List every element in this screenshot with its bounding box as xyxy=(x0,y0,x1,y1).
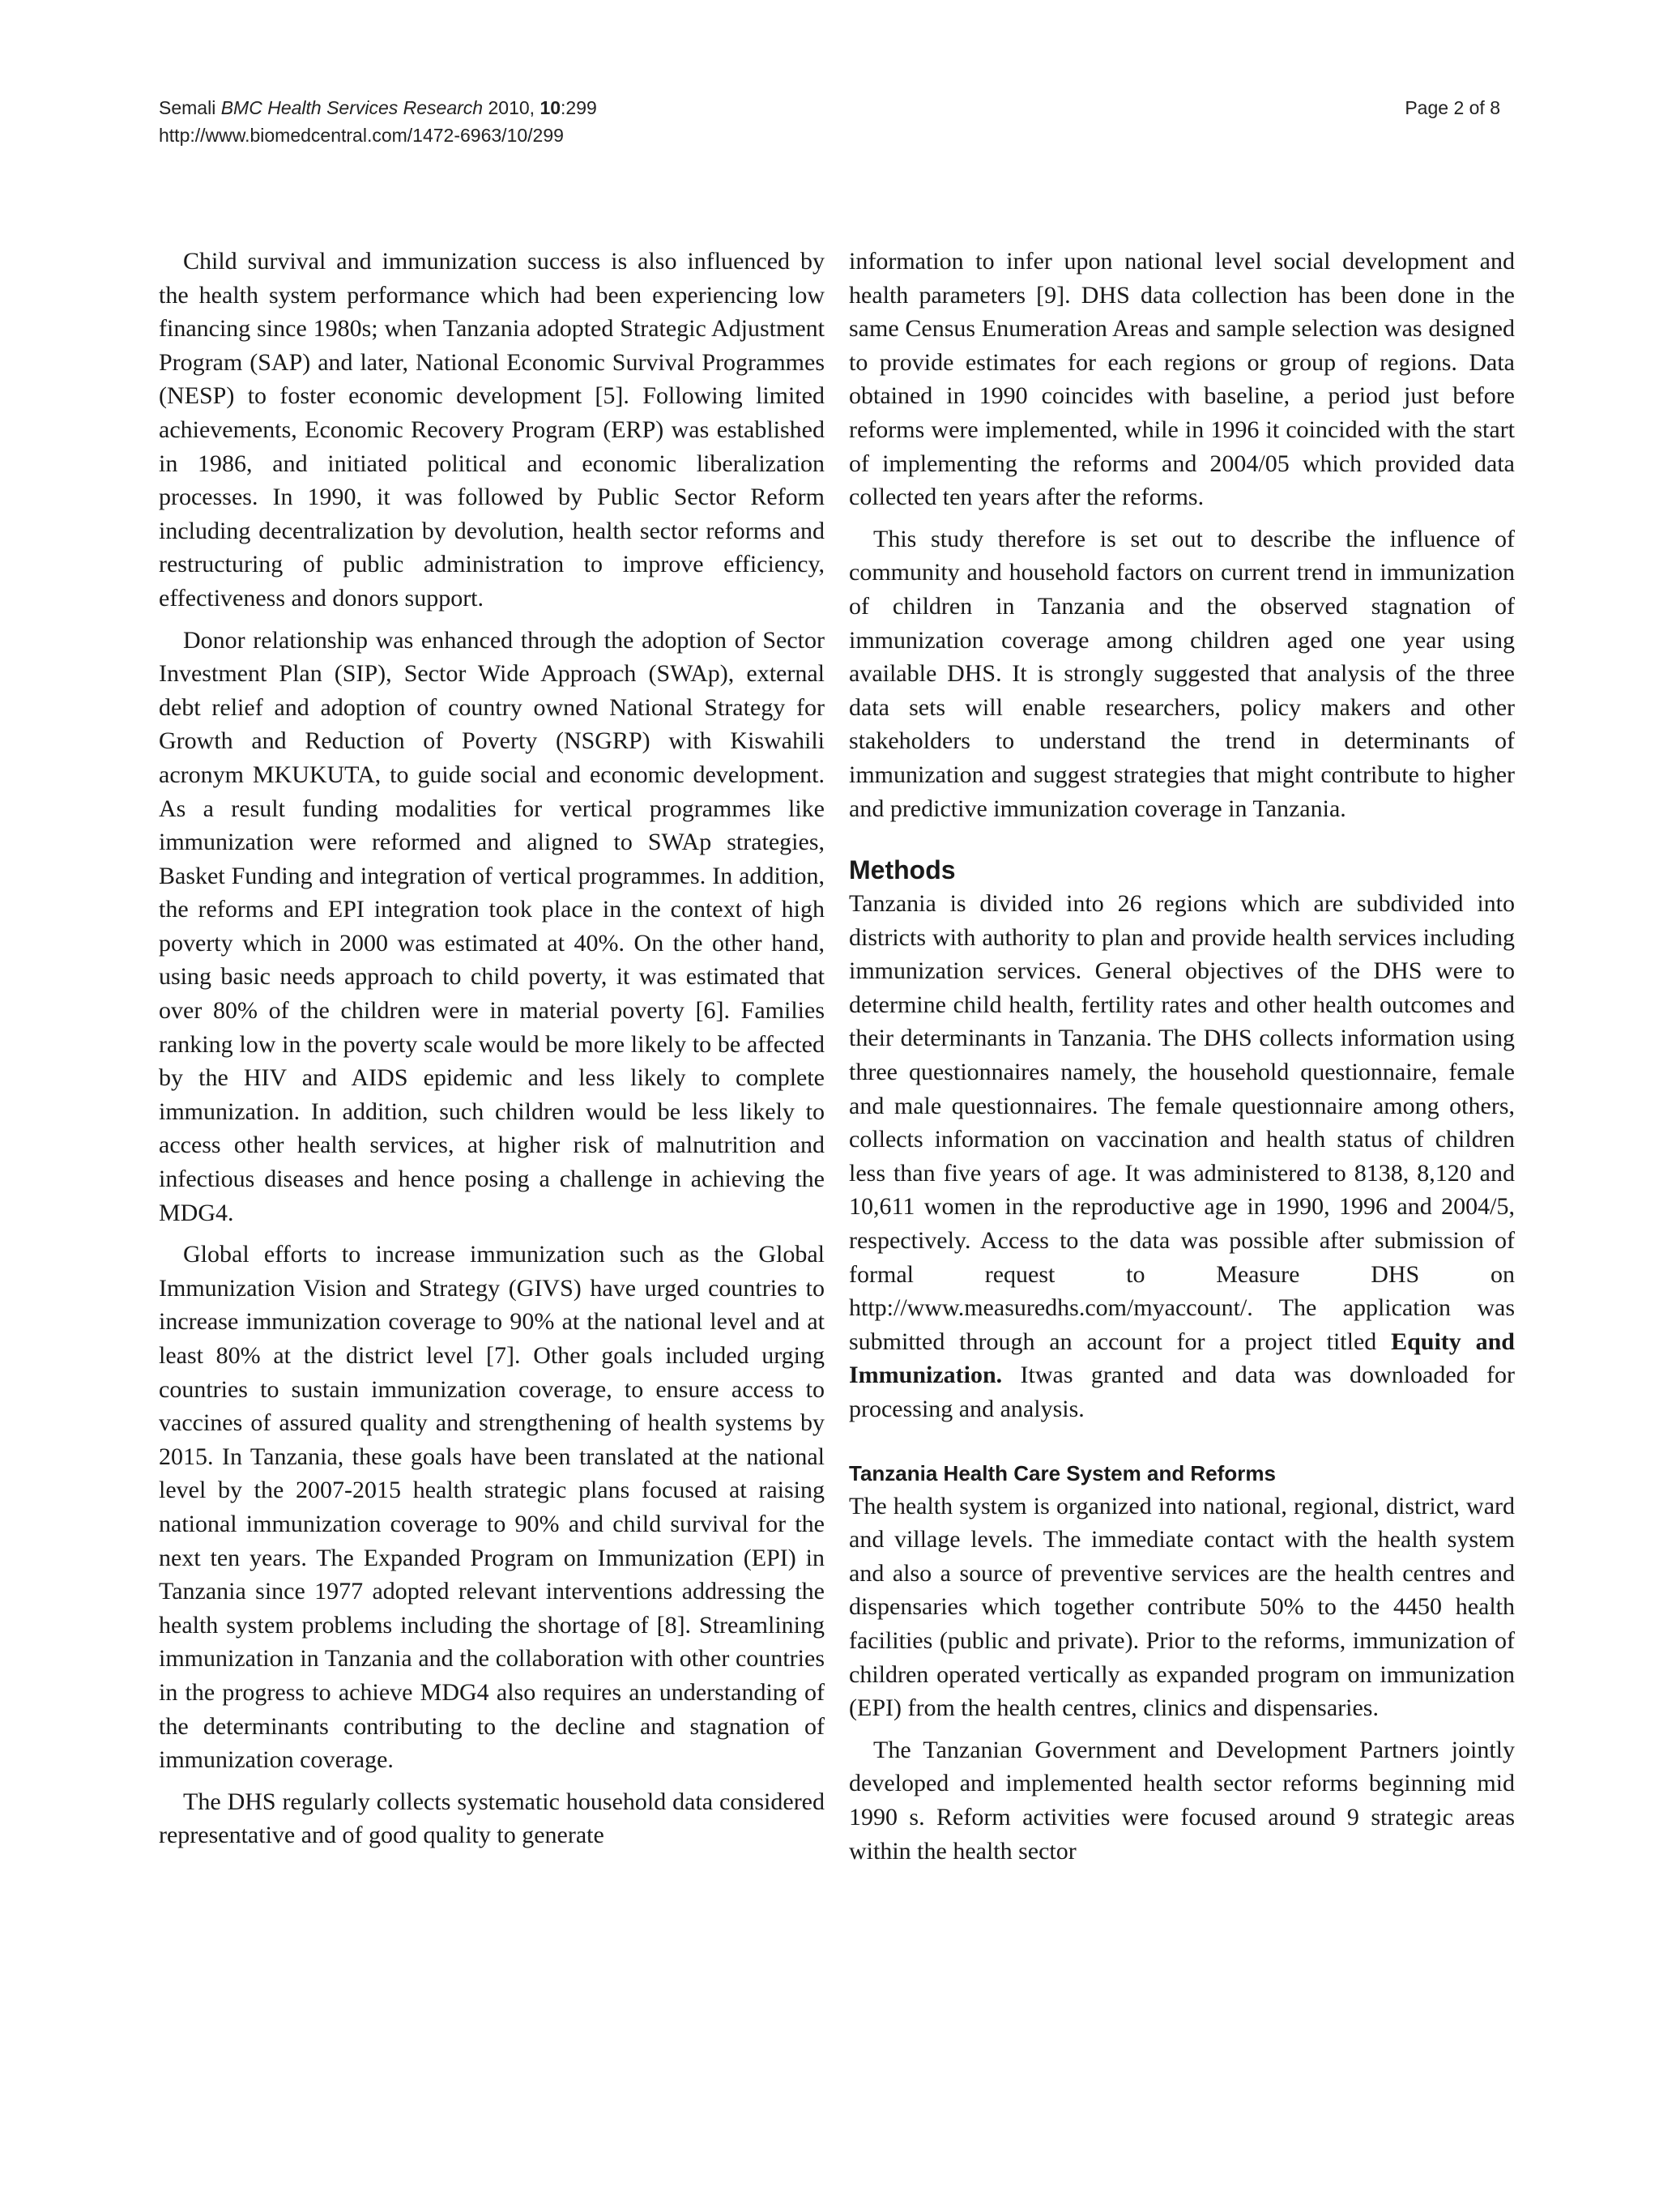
paragraph: This study therefore is set out to describe the influence of community and household factors on current trend in immunization of children in Tanzania and the observed stagnation of immunization coverage among children aged one year using available DHS. It is strongly suggested that analysis of the three data sets will enable researchers, policy makers and other stakeholders to understand the trend in determinants of immunization and suggest strategies that might contribute to higher and predictive immunization coverage in Tanzania. xyxy=(849,525,1515,822)
methods-heading: Methods xyxy=(849,855,956,885)
paragraph: The DHS regularly collects systematic household data considered representative and of good quality to generate xyxy=(159,1788,825,1849)
citation-author: Semali xyxy=(159,97,216,118)
citation-journal: BMC Health Services Research xyxy=(220,97,484,118)
subsection-heading: Tanzania Health Care System and Reforms xyxy=(849,1460,1276,1485)
project-title: Equity and Immunization. xyxy=(849,1328,1515,1389)
paragraph: Donor relationship was enhanced through the adoption of Sector Investment Plan (SIP), Sector Wide Approach (SWAp), external debt relief and adoption of country owned National Strategy for Growth and Reduction of Poverty (NSGRP) with Kiswahili acronym MKUKUTA, to guide social and economic development. As a result funding modalities for vertical programmes like immunization were reformed and aligned to SWAp strategies, Basket Funding and integration of vertical programmes. In addition, the reforms and EPI integration took place in the context of high poverty which in 2000 was estimated at 40%. On the other hand, using basic needs approach to child poverty, it was estimated that over 80% of the children were in material poverty [6]. Families ranking low in the poverty scale would be more likely to be affected by the HIV and AIDS epidemic and less likely to complete immunization. In addition, such children would be less likely to access other health services, at higher risk of malnutrition and infectious diseases and hence posing a challenge in achieving the MDG4. xyxy=(159,626,825,1226)
right-column xyxy=(849,245,1515,1876)
paragraph: The health system is organized into national, regional, district, ward and village levels. The immediate contact with the health system and also a source of preventive services are the health centres and dispensaries which together contribute 50% to the 4450 health facilities (public and private). Prior to the reforms, immunization of children operated vertically as expanded program on immunization (EPI) from the health centres, clinics and dispensaries. xyxy=(849,1492,1515,1722)
citation-line xyxy=(159,94,597,121)
paragraph: The Tanzanian Government and Development Partners jointly developed and implemented health sector reforms beginning mid 1990 s. Reform activities were focused around 9 strategic areas within the health sector xyxy=(849,1736,1515,1865)
article-url[interactable]: http://www.biomedcentral.com/1472-6963/10/299 xyxy=(159,125,564,146)
page-number: Page 2 of 8 xyxy=(1405,97,1500,118)
citation-article: :299 xyxy=(561,97,597,118)
citation-year: 2010, xyxy=(488,97,535,118)
methods-text-end: Itwas granted and data was downloaded for processing and analysis. xyxy=(849,1362,1515,1422)
left-column xyxy=(159,245,825,1860)
methods-text: Tanzania is divided into 26 regions which are subdivided into districts with authority to plan and provide health services including immunization services. General objectives of the DHS were to determine child health, fertility rates and other health outcomes and their determinants in Tanzania. The DHS collects information using three questionnaires namely, the household questionnaire, female and male questionnaires. The female questionnaire among others, collects information on vaccination and health status of children less than five years of age. It was administered to 8138, 8,120 and 10,611 women in the reproductive age in 1990, 1996 and 2004/5, respectively. Access to the data was possible after submission of formal request to Measure DHS on http://www.measuredhs.com/myaccount/. The application was submitted through an account for a project titled xyxy=(849,890,1515,1355)
paragraph: Global efforts to increase immunization such as the Global Immunization Vision and Strategy (GIVS) have urged countries to increase immunization coverage to 90% at the national level and at least 80% at the district level [7]. Other goals included urging countries to sustain immunization coverage, to ensure access to vaccines of assured quality and strengthening of health systems by 2015. In Tanzania, these goals have been translated at the national level by the 2007-2015 health strategic plans focused at raising national immunization coverage to 90% and child survival for the next ten years. The Expanded Program on Immunization (EPI) in Tanzania since 1977 adopted relevant interventions addressing the health system problems including the shortage of [8]. Streamlining immunization in Tanzania and the collaboration with other countries in the progress to achieve MDG4 also requires an understanding of the determinants contributing to the decline and stagnation of immunization coverage. xyxy=(159,1241,825,1774)
running-header-citation xyxy=(159,94,597,149)
paragraph: information to infer upon national level social development and health parameters [9]. DHS data collection has been done in the same Census Enumeration Areas and sample selection was designed to provide estimates for each regions or group of regions. Data obtained in 1990 coincides with baseline, a period just before reforms were implemented, while in 1996 it coincided with the start of implementing the reforms and 2004/05 which provided data collected ten years after the reforms. xyxy=(849,248,1515,511)
citation-volume: 10 xyxy=(539,97,561,118)
paragraph: Child survival and immunization success is also influenced by the health system performance which had been experiencing low financing since 1980s; when Tanzania adopted Strategic Adjustment Program (SAP) and later, National Economic Survival Programmes (NESP) to foster economic development [5]. Following limited achievements, Economic Recovery Program (ERP) was established in 1986, and initiated political and economic liberalization processes. In 1990, it was followed by Public Sector Reform including decentralization by devolution, health sector reforms and restructuring of public administration to improve efficiency, effectiveness and donors support. xyxy=(159,248,825,612)
methods-paragraph xyxy=(849,887,1515,1426)
